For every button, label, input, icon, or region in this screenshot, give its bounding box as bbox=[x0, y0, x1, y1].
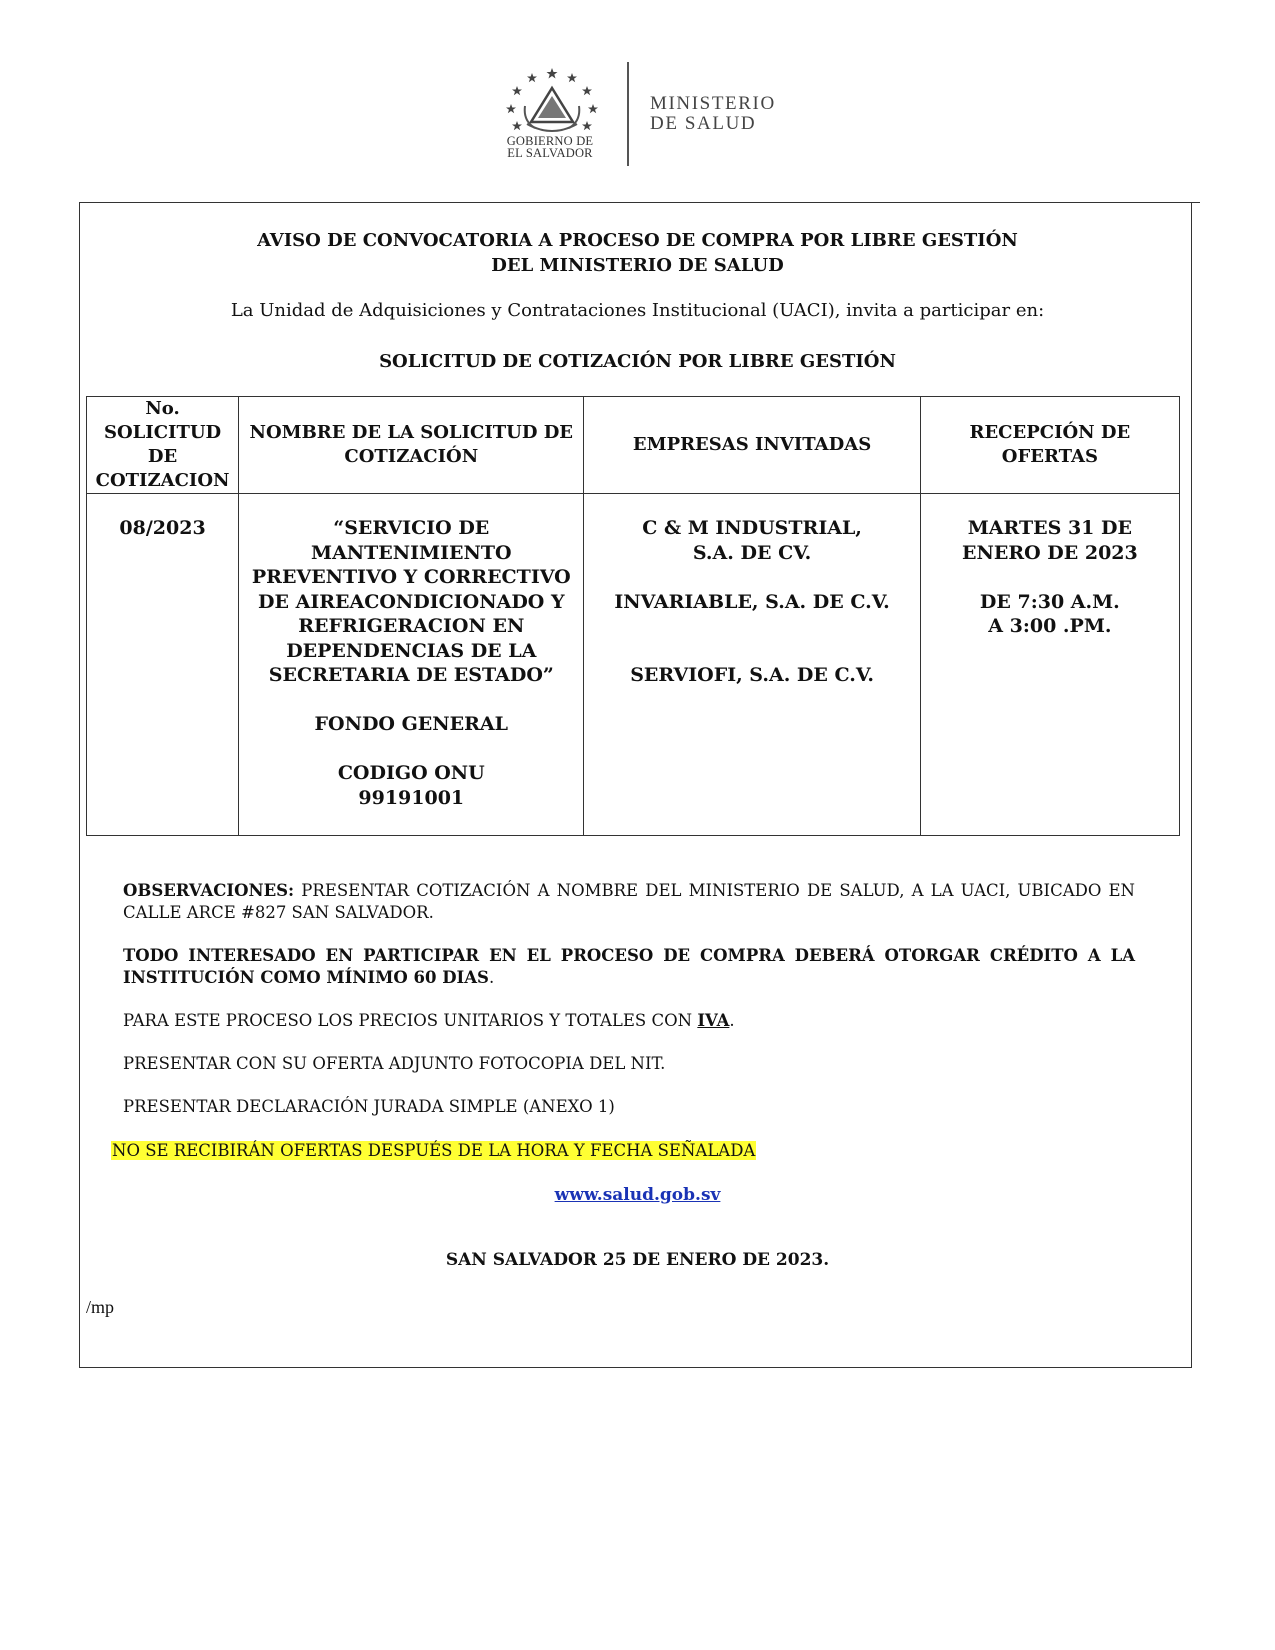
reception-time: DE 7:30 A.M. bbox=[979, 590, 1120, 613]
header-text: RECEPCIÓN DE bbox=[969, 422, 1131, 443]
iva-text: IVA bbox=[697, 1011, 730, 1030]
reception-date: MARTES 31 DE bbox=[967, 517, 1132, 539]
notice-title-line2: DEL MINISTERIO DE SALUD bbox=[491, 255, 784, 276]
reception-time: A 3:00 .PM. bbox=[988, 615, 1112, 637]
ministry-name-line2: DE SALUD bbox=[650, 113, 757, 134]
request-name-line: REFRIGERACION EN bbox=[298, 615, 525, 637]
request-name-line: SECRETARIA DE ESTADO” bbox=[268, 664, 554, 686]
header-offer-reception bbox=[920, 397, 1179, 494]
un-code-value: 99191001 bbox=[358, 786, 465, 809]
observations-text: PRESENTAR COTIZACIÓN A NOMBRE DEL MINISTERIO DE SALUD, A LA UACI, UBICADO EN CALLE ARCE #827 SAN SALVADOR. bbox=[123, 881, 1135, 922]
company-3: SERVIOFI, S.A. DE C.V. bbox=[630, 664, 874, 686]
credit-period: . bbox=[488, 968, 495, 987]
government-name-line1: GOBIERNO DE bbox=[506, 134, 594, 148]
observations-label: OBSERVACIONES: bbox=[123, 881, 295, 900]
website-link[interactable]: www.salud.gob.sv bbox=[554, 1185, 721, 1205]
ministry-name-line1: MINISTERIO bbox=[650, 93, 776, 114]
notice-intro: La Unidad de Adquisiciones y Contrataciones Institucional (UACI), invita a participar en: bbox=[230, 300, 1045, 321]
request-name-line: DEPENDENCIAS DE LA bbox=[286, 639, 537, 662]
nit-paragraph: PRESENTAR CON SU OFERTA ADJUNTO FOTOCOPIA DEL NIT. bbox=[123, 1054, 666, 1073]
company-2: INVARIABLE, S.A. DE C.V. bbox=[614, 590, 890, 613]
request-name-line: “SERVICIO DE bbox=[333, 517, 490, 539]
prices-period: . bbox=[729, 1011, 735, 1030]
header-text: NOMBRE DE LA SOLICITUD DE bbox=[249, 422, 574, 443]
letterhead bbox=[0, 60, 1275, 170]
observations-paragraph bbox=[123, 880, 1135, 924]
deadline-warning-text: NO SE RECIBIRÁN OFERTAS DESPUÉS DE LA HORA Y FECHA SEÑALADA bbox=[112, 1141, 756, 1160]
reception-date: ENERO DE 2023 bbox=[961, 541, 1138, 564]
header-text: EMPRESAS INVITADAS bbox=[632, 434, 872, 455]
government-name-line2: EL SALVADOR bbox=[507, 146, 593, 160]
notice-subtitle: SOLICITUD DE COTIZACIÓN POR LIBRE GESTIÓN bbox=[379, 351, 896, 372]
request-name-line: PREVENTIVO Y CORRECTIVO bbox=[251, 566, 571, 588]
notice-title-line1: AVISO DE CONVOCATORIA A PROCESO DE COMPRA POR LIBRE GESTIÓN bbox=[257, 230, 1018, 251]
fund-source: FONDO GENERAL bbox=[314, 713, 509, 735]
quotation-table bbox=[86, 396, 1180, 836]
deadline-warning bbox=[111, 1140, 756, 1162]
frame-tick bbox=[1190, 202, 1200, 203]
header-request-number bbox=[87, 397, 239, 494]
table-row bbox=[87, 494, 1180, 836]
prices-paragraph bbox=[123, 1010, 1135, 1032]
table-header-row bbox=[87, 397, 1180, 494]
cell-request-number bbox=[87, 494, 239, 836]
government-name bbox=[490, 135, 610, 159]
credit-text: TODO INTERESADO EN PARTICIPAR EN EL PROCESO DE COMPRA DEBERÁ OTORGAR CRÉDITO A LA INSTITUCIÓN COMO MÍNIMO 60 DIAS bbox=[123, 946, 1135, 987]
header-text: COTIZACIÓN bbox=[344, 446, 479, 467]
request-number: 08/2023 bbox=[119, 517, 206, 539]
header-text: SOLICITUD bbox=[103, 422, 222, 443]
header-text: COTIZACION bbox=[95, 470, 230, 491]
header-divider bbox=[627, 62, 629, 166]
author-initials: /mp bbox=[86, 1297, 115, 1317]
company-1: S.A. DE CV. bbox=[692, 541, 812, 564]
company-1: C & M INDUSTRIAL, bbox=[642, 517, 862, 539]
declaration-paragraph: PRESENTAR DECLARACIÓN JURADA SIMPLE (ANEXO 1) bbox=[123, 1097, 615, 1116]
header-text: OFERTAS bbox=[1001, 446, 1098, 467]
request-name-line: MANTENIMIENTO bbox=[311, 541, 512, 564]
un-code-label: CODIGO ONU bbox=[337, 762, 485, 784]
cell-request-name bbox=[239, 494, 584, 836]
credit-paragraph bbox=[123, 945, 1135, 989]
header-request-name bbox=[239, 397, 584, 494]
cell-invited-companies bbox=[584, 494, 920, 836]
cell-offer-reception bbox=[920, 494, 1179, 836]
header-invited-companies bbox=[584, 397, 920, 494]
ministry-name bbox=[650, 94, 776, 134]
prices-text: PARA ESTE PROCESO LOS PRECIOS UNITARIOS Y TOTALES CON bbox=[123, 1011, 698, 1030]
request-name-line: DE AIREACONDICIONADO Y bbox=[258, 590, 565, 613]
header-text: DE bbox=[147, 446, 178, 467]
header-text: No. bbox=[145, 398, 180, 419]
signoff-date: SAN SALVADOR 25 DE ENERO DE 2023. bbox=[445, 1250, 830, 1270]
